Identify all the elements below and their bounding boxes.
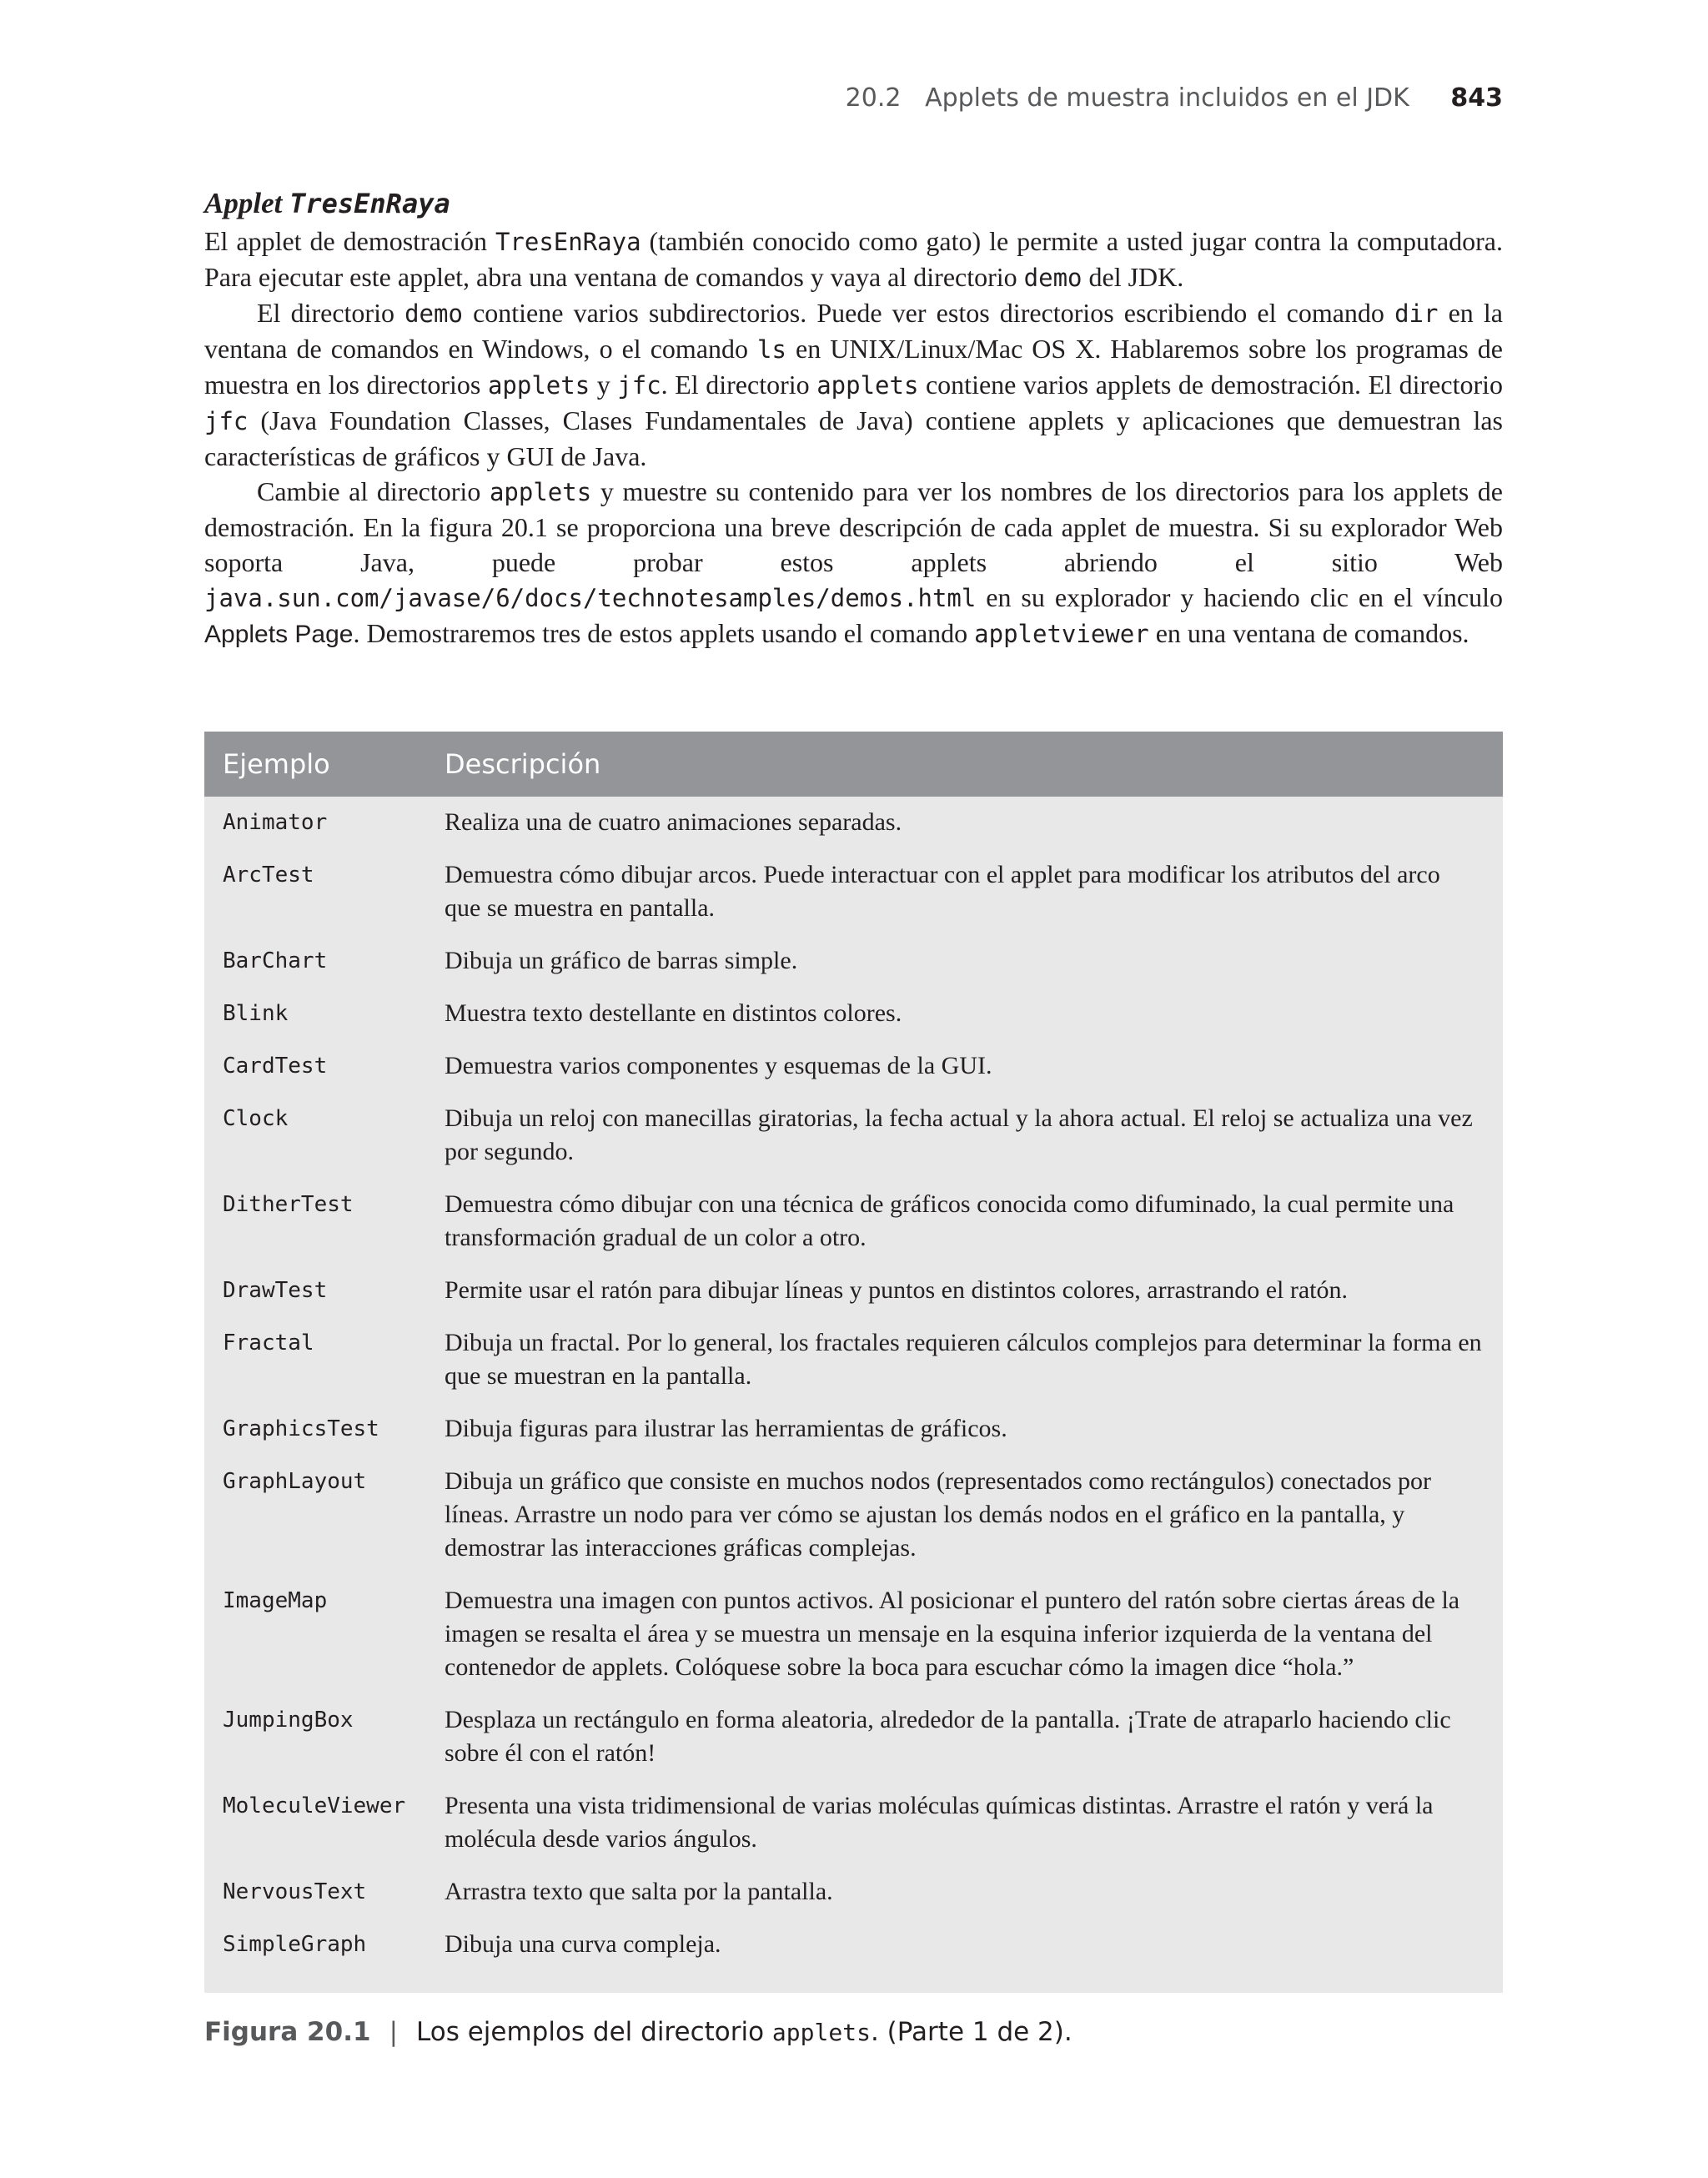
example-name: DrawTest [223, 1278, 328, 1303]
table-row [204, 1584, 1503, 1703]
text: (Java Foundation Classes, Clases Fundamentales de Java) contiene applets y aplicaciones que demuestran las características de gráficos y GUI de Java. [204, 405, 1503, 471]
example-name: Animator [223, 810, 328, 835]
example-name: Fractal [223, 1330, 314, 1356]
code-term: demo [1023, 264, 1083, 292]
example-description: Realiza una de cuatro animaciones separadas. [445, 808, 902, 836]
example-name: Clock [223, 1106, 289, 1131]
body-text [204, 184, 1503, 652]
code-term: jfc [617, 371, 661, 400]
code-term: applets [487, 371, 590, 400]
text: El directorio [257, 298, 405, 328]
table-row [204, 944, 1503, 997]
table-row [204, 1465, 1503, 1584]
table-header [204, 732, 1503, 797]
figure-label: Figura 20.1 [204, 2017, 371, 2047]
table-row [204, 1928, 1503, 1980]
code-term: applets [816, 371, 919, 400]
text: en una ventana de comandos. [1148, 618, 1469, 648]
table-row [204, 1102, 1503, 1188]
example-name: MoleculeViewer [223, 1793, 406, 1818]
example-description: Dibuja una curva compleja. [445, 1930, 721, 1958]
example-name: SimpleGraph [223, 1932, 367, 1957]
example-description: Arrastra texto que salta por la pantalla. [445, 1878, 833, 1905]
applets-page-link: Applets Page [204, 621, 354, 648]
example-name: GraphLayout [223, 1469, 367, 1494]
example-name: Blink [223, 1001, 289, 1026]
table-body [204, 797, 1503, 1993]
example-name: ArcTest [223, 863, 314, 888]
table-row [204, 1274, 1503, 1326]
caption-text: . (Parte 1 de 2). [870, 2017, 1073, 2047]
code-term: demo [404, 299, 463, 328]
paragraph-1 [204, 224, 1503, 295]
table-row [204, 858, 1503, 944]
code-term: dir [1394, 299, 1439, 328]
section-number: 20.2 [845, 83, 902, 113]
text: contiene varios applets de demostración. El directorio [918, 370, 1503, 400]
text: contiene varios subdirectorios. Puede ver estos directorios escribiendo el comando [462, 298, 1395, 328]
example-description: Demuestra cómo dibujar arcos. Puede interactuar con el applet para modificar los atributos del arco que se muestra en pantalla. [445, 861, 1440, 922]
example-description: Dibuja un gráfico de barras simple. [445, 947, 798, 974]
table-row [204, 1049, 1503, 1102]
text: y muestre su contenido para ver los nombres de los directorios para los applets de demostración. En la figura 20.1 se proporciona una breve descripción de cada applet de muestra. Si su explorador Web soporta Java, puede probar estos applets abriendo el sitio Web [204, 476, 1503, 577]
code-term: TresEnRaya [495, 228, 641, 256]
table-row [204, 997, 1503, 1049]
header-descripcion: Descripción [445, 748, 601, 780]
header-ejemplo: Ejemplo [223, 748, 330, 780]
example-description: Dibuja figuras para ilustrar las herramientas de gráficos. [445, 1415, 1007, 1442]
table-row [204, 1703, 1503, 1789]
table-row [204, 1875, 1503, 1928]
example-name: NervousText [223, 1879, 367, 1904]
header-title: Applets de muestra incluidos en el JDK [925, 83, 1409, 113]
text: . El directorio [661, 370, 817, 400]
example-name: DitherTest [223, 1192, 354, 1217]
example-description: Presenta una vista tridimensional de varias moléculas químicas distintas. Arrastre el ratón y verá la molécula desde varios ángulos. [445, 1792, 1434, 1853]
url-code: java.sun.com/javase/6/docs/technotesamples/demos.html [204, 584, 977, 612]
table-row [204, 1326, 1503, 1412]
text: del JDK. [1082, 262, 1184, 292]
code-term: ls [757, 335, 786, 364]
text: El applet de demostración [204, 226, 495, 256]
example-description: Dibuja un fractal. Por lo general, los fractales requieren cálculos complejos para determinar la forma en que se muestran en la pantalla. [445, 1329, 1482, 1390]
example-description: Dibuja un reloj con manecillas giratorias, la fecha actual y la ahora actual. El reloj se actualiza una vez por segundo. [445, 1104, 1473, 1165]
example-name: CardTest [223, 1054, 328, 1079]
caption-text: Los ejemplos del directorio [416, 2017, 772, 2047]
applets-table [204, 732, 1503, 1993]
text: y [590, 370, 618, 400]
table-row [204, 1188, 1503, 1274]
section-title [204, 184, 1503, 224]
caption-separator: | [389, 2017, 399, 2047]
text: (también conocido como gato) le permite a usted jugar contra la computadora. Para ejecutar este applet, abra una ventana de comandos y vaya al directorio [204, 226, 1503, 292]
running-header [204, 83, 1503, 113]
example-description: Demuestra varios componentes y esquemas de la GUI. [445, 1052, 992, 1079]
code-term: applets [489, 478, 592, 506]
example-name: BarChart [223, 948, 328, 973]
table-row [204, 1789, 1503, 1875]
example-description: Demuestra cómo dibujar con una técnica de gráficos conocida como difuminado, la cual permite una transformación gradual de un color a otro. [445, 1190, 1454, 1251]
text: en su explorador y haciendo clic en el vínculo [976, 582, 1503, 612]
section-title-italic: Applet [204, 187, 283, 219]
example-name: JumpingBox [223, 1708, 354, 1733]
example-description: Demuestra una imagen con puntos activos. Al posicionar el puntero del ratón sobre ciertas áreas de la imagen se resalta el área y se muestra un mensaje en la esquina inferior izquierda de la ventana del contenedor de applets. Colóquese sobre la boca para escuchar cómo la imagen dice “hola.” [445, 1587, 1460, 1681]
table-row [204, 1412, 1503, 1465]
paragraph-3 [204, 474, 1503, 652]
example-description: Desplaza un rectángulo en forma aleatoria, alrededor de la pantalla. ¡Trate de atraparlo haciendo clic sobre él con el ratón! [445, 1706, 1451, 1767]
example-name: ImageMap [223, 1588, 328, 1613]
text: en UNIX/Linux/Mac OS X. Hablaremos sobre los programas de muestra en los directorios [204, 334, 1504, 400]
example-description: Dibuja un gráfico que consiste en muchos nodos (representados como rectángulos) conectados por líneas. Arrastre un nodo para ver cómo se ajustan los demás nodos en el gráfico en la pantalla, y demostrar las interacciones gráficas complejas. [445, 1467, 1431, 1562]
figure-caption [204, 2017, 1073, 2047]
page-number: 843 [1450, 83, 1503, 113]
text: . Demostraremos tres de estos applets usando el comando [353, 618, 975, 648]
caption-code: applets [771, 2019, 871, 2046]
text: en la ventana de comandos en Windows, o el comando [204, 298, 1504, 364]
code-term: appletviewer [974, 620, 1149, 648]
example-description: Permite usar el ratón para dibujar líneas y puntos en distintos colores, arrastrando el ratón. [445, 1276, 1349, 1304]
example-description: Muestra texto destellante en distintos colores. [445, 999, 902, 1027]
paragraph-2 [204, 295, 1503, 474]
text: Cambie al directorio [257, 476, 490, 506]
section-title-code: TresEnRaya [289, 188, 450, 219]
code-term: jfc [204, 407, 249, 435]
example-name: GraphicsTest [223, 1416, 379, 1441]
table-row [204, 806, 1503, 858]
